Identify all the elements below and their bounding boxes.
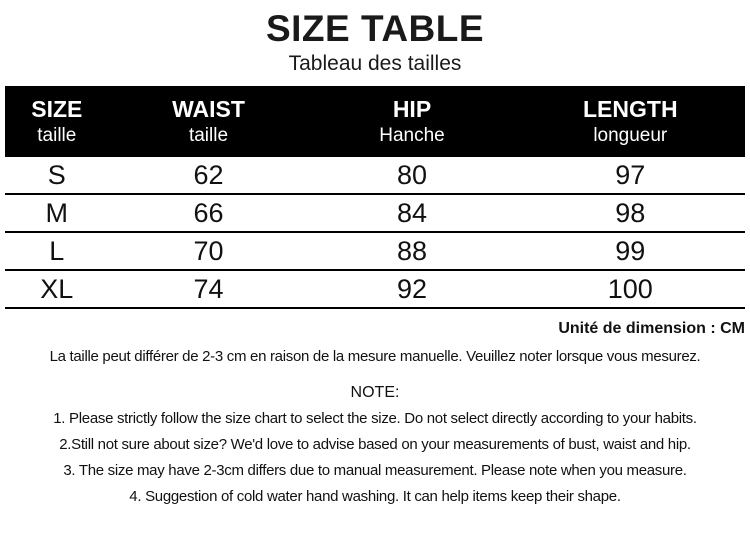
cell-hip: 80 <box>308 157 515 194</box>
header-row <box>5 86 745 157</box>
table-row-xl <box>5 270 745 308</box>
header-label-waist: WAIST <box>172 96 245 122</box>
note-item-1: 1. Please strictly follow the size chart to select the size. Do not select directly according to your habits. <box>53 410 697 427</box>
cell-waist: 74 <box>109 270 309 308</box>
header-label-hip: HIP <box>392 96 432 122</box>
size-table-body <box>5 157 745 308</box>
note-item-4: 4. Suggestion of cold water hand washing. It can help items keep their shape. <box>129 488 621 505</box>
cell-hip: 88 <box>308 232 515 270</box>
cell-waist: 66 <box>109 194 309 232</box>
size-table <box>5 86 745 309</box>
note-item-2: 2.Still not sure about size? We'd love to advise based on your measurements of bust, waist and hip. <box>59 436 691 453</box>
cell-length: 97 <box>516 157 745 194</box>
header-sublabel-size: taille <box>37 125 77 146</box>
cell-size: S <box>5 157 109 194</box>
cell-length: 99 <box>516 232 745 270</box>
cell-length: 100 <box>516 270 745 308</box>
header-cell-waist <box>109 86 309 157</box>
header-sublabel-length: longueur <box>593 125 668 146</box>
cell-waist: 62 <box>109 157 309 194</box>
cell-size: M <box>5 194 109 232</box>
header-cell-length <box>516 86 745 157</box>
page-subtitle: Tableau des tailles <box>288 52 462 75</box>
cell-size: XL <box>5 270 109 308</box>
size-chart-page <box>0 8 750 535</box>
notes-list <box>0 406 750 510</box>
header-cell-size <box>5 86 109 157</box>
table-row-l <box>5 232 745 270</box>
header-sublabel-waist: taille <box>188 125 229 146</box>
size-table-header <box>5 86 745 157</box>
measure-note-fr: La taille peut différer de 2-3 cm en raison de la mesure manuelle. Veuillez noter lorsque vous mesurez. <box>49 348 701 365</box>
note-heading: NOTE: <box>350 384 400 401</box>
table-row-m <box>5 194 745 232</box>
note-item-3: 3. The size may have 2-3cm differs due to manual measurement. Please note when you measure. <box>63 462 687 479</box>
unit-note: Unité de dimension : CM <box>558 320 745 337</box>
header-label-size: SIZE <box>31 96 83 122</box>
cell-size: L <box>5 232 109 270</box>
cell-hip: 92 <box>308 270 515 308</box>
cell-waist: 70 <box>109 232 309 270</box>
table-row-s <box>5 157 745 194</box>
cell-hip: 84 <box>308 194 515 232</box>
header-cell-hip <box>308 86 515 157</box>
page-title: SIZE TABLE <box>265 8 485 49</box>
cell-length: 98 <box>516 194 745 232</box>
header-label-length: LENGTH <box>583 96 678 122</box>
header-sublabel-hip: Hanche <box>379 125 445 146</box>
